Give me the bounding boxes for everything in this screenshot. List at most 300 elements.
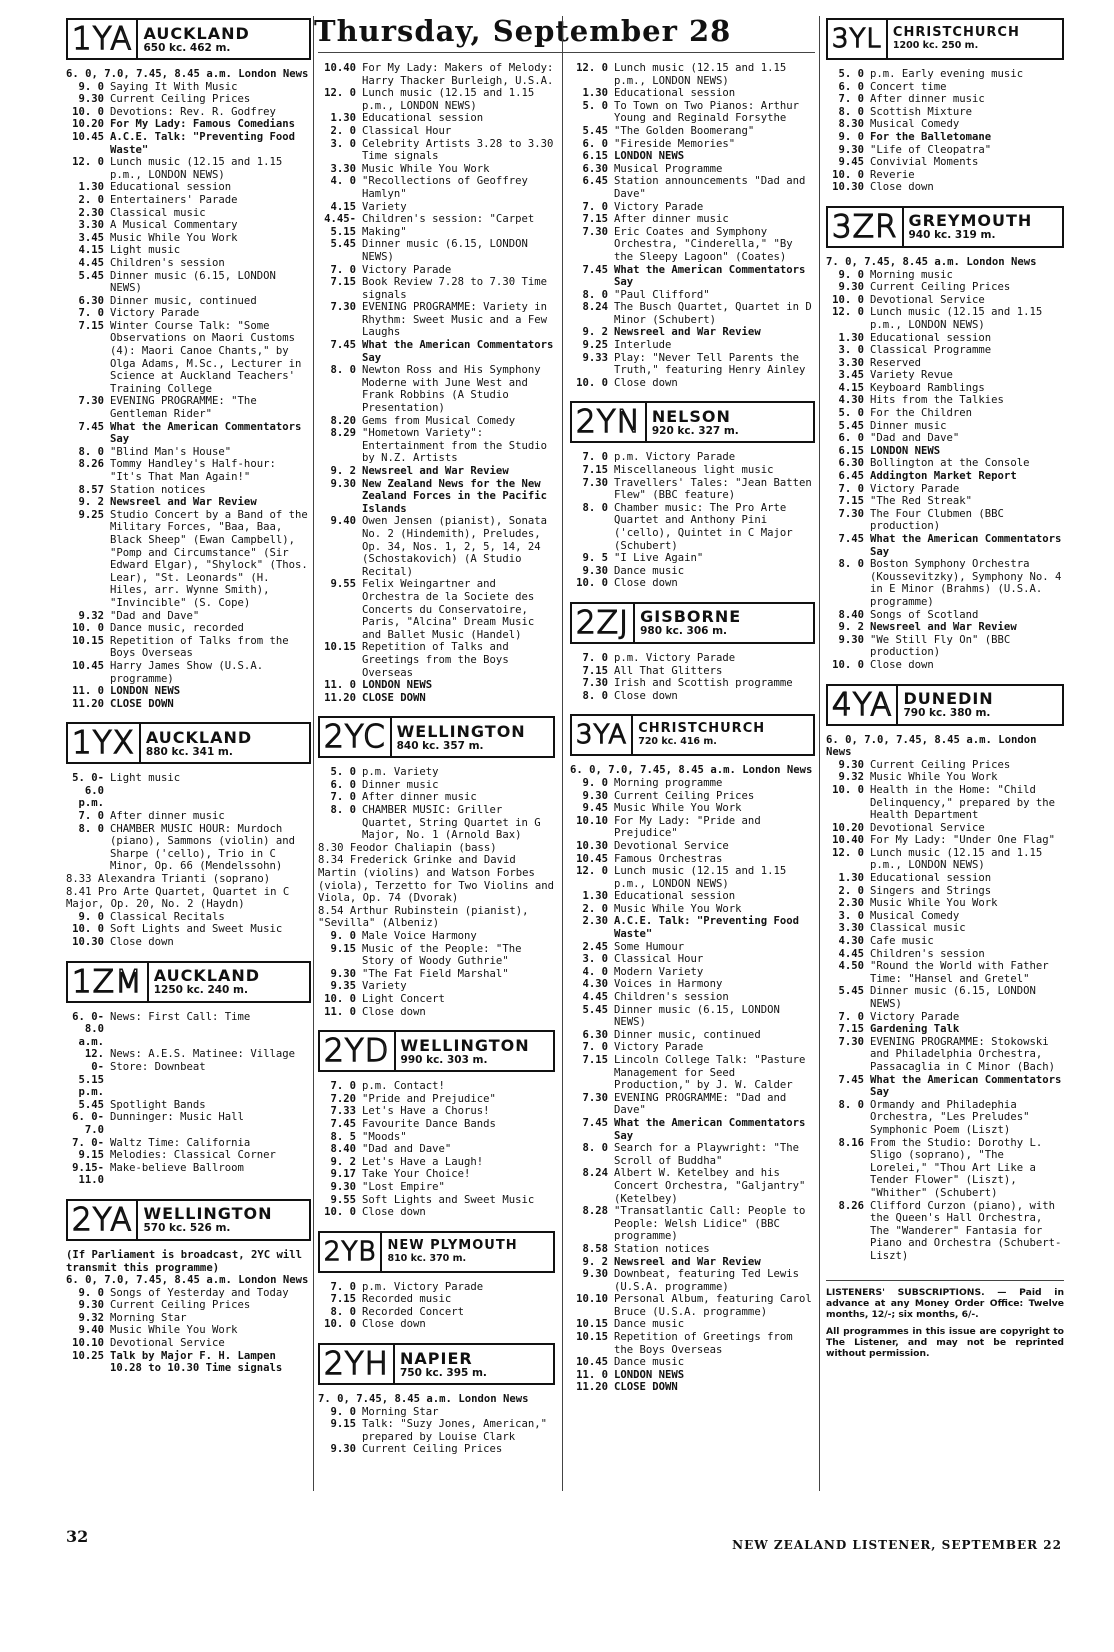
station-section	[826, 18, 1064, 204]
station-call-sign: 4YA	[828, 686, 898, 724]
programme-time: 4.50	[838, 960, 864, 973]
programme-description: p.m. Victory Parade	[614, 451, 736, 464]
programme-time: 8.26	[838, 1199, 864, 1212]
programme-time: 8. 5	[330, 1130, 356, 1143]
programme-description: After dinner music	[362, 791, 477, 804]
programme-entry	[826, 382, 1064, 395]
programme-entry	[318, 478, 555, 516]
station-header	[66, 18, 311, 60]
programme-time: 9. 0	[582, 776, 608, 789]
programme-entry	[66, 93, 311, 106]
programme-entry	[570, 577, 815, 590]
programme-time: 6.30	[582, 162, 608, 175]
programme-description: Morning programme	[614, 776, 723, 789]
programme-description: Songs of Yesterday and Today	[110, 1286, 289, 1299]
programme-entry	[318, 804, 555, 842]
programme-entry	[570, 966, 815, 979]
programme-entry	[570, 150, 815, 163]
station-city: GISBORNE	[640, 607, 742, 627]
programme-time: 10. 0	[832, 293, 864, 306]
programme-description: Current Ceiling Prices	[362, 1443, 503, 1456]
subscription-notice	[826, 1287, 1064, 1359]
programme-entry	[66, 1162, 311, 1187]
programme-entry	[826, 495, 1064, 508]
station-frequency: 880 kc. 341 m.	[145, 745, 233, 758]
programme-description: Classical Hour	[614, 953, 704, 966]
programme-entry	[66, 660, 311, 685]
programme-description: Station announcements "Dad and Dave"	[614, 175, 806, 200]
programme-time: 7.15	[330, 276, 356, 289]
programme-entry	[570, 1004, 815, 1029]
station-city: AUCKLAND	[143, 23, 250, 43]
programme-entry	[66, 772, 311, 810]
programme-description: Lunch music (12.15 and 1.15 p.m., LONDON NEWS)	[110, 156, 283, 181]
programme-time: 9. 2	[78, 496, 104, 509]
programme-entry	[66, 622, 311, 635]
programme-time: 7. 0	[838, 482, 864, 495]
programme-time: 10. 0	[324, 1318, 356, 1331]
programme-time: 8.24	[582, 1167, 608, 1180]
programme-entry	[318, 766, 555, 779]
programme-description: Current Ceiling Prices	[870, 281, 1011, 294]
programme-entry	[570, 125, 815, 138]
programme-entry	[570, 991, 815, 1004]
programme-entry	[318, 993, 555, 1006]
programme-entry	[66, 295, 311, 308]
programme-entry	[826, 847, 1064, 872]
programme-entry	[66, 610, 311, 623]
programme-entry	[318, 943, 555, 968]
programme-time: 11.20	[324, 691, 356, 704]
programme-time: 7. 0	[582, 451, 608, 464]
station-header	[66, 961, 311, 1003]
station-info	[888, 20, 1062, 58]
station-call-sign: 1YA	[68, 20, 138, 58]
programme-time: 7. 0	[582, 651, 608, 664]
programme-time: 1.30	[838, 331, 864, 344]
programme-time: 8.20	[330, 414, 356, 427]
programme-description: Boston Symphony Orchestra (Koussevitzky), Symphony No. 4 in E Minor (Brahms) (U.S.A. programme)	[870, 558, 1062, 608]
programme-time: 7. 0	[330, 1280, 356, 1293]
programme-entry	[826, 118, 1064, 131]
programme-entry	[826, 156, 1064, 169]
station-header	[66, 1199, 311, 1241]
programme-description: Close down	[362, 1206, 426, 1219]
programme-entry	[318, 1318, 555, 1331]
programme-time: 10. 0	[576, 376, 608, 389]
programme-time: 9.30	[330, 1443, 356, 1456]
programme-entry	[570, 201, 815, 214]
programme-entry	[318, 201, 555, 214]
programme-time: 9.30	[838, 281, 864, 294]
programme-time: 9.30	[838, 633, 864, 646]
programme-time: 7.30	[838, 507, 864, 520]
station-section	[66, 1199, 311, 1385]
programme-time: 7.15	[582, 1054, 608, 1066]
station-info	[898, 686, 1062, 724]
programme-entry	[826, 1200, 1064, 1263]
programme-entry	[318, 968, 555, 981]
station-frequency: 750 kc. 395 m.	[399, 1366, 487, 1379]
title-divider	[318, 52, 815, 53]
programme-description: Winter Course Talk: "Some Observations on Maori Customs (4): Maori Canoe Chants," by Olga Adams, M.Sc., Lecturer in Science at Auckland Teachers' Training College	[110, 319, 302, 395]
programme-time: 7.15	[582, 213, 608, 226]
programme-description: Dinner music, continued	[110, 294, 257, 307]
programme-description: Victory Parade	[362, 263, 452, 276]
programme-description: Morning Star	[110, 1311, 187, 1324]
programme-entry	[66, 307, 311, 320]
station-frequency: 1200 kc. 250 m.	[892, 40, 979, 51]
programme-time: 7.33	[330, 1105, 356, 1118]
programme-entry	[826, 106, 1064, 119]
programme-entry	[826, 407, 1064, 420]
programme-entry	[66, 698, 311, 711]
station-header	[318, 716, 555, 758]
programme-description: Victory Parade	[870, 482, 960, 495]
programme-entry	[826, 759, 1064, 772]
programme-description: Newsreel and War Review	[614, 1255, 761, 1268]
programme-description: Educational session	[362, 112, 484, 125]
programme-time: 12. 0	[324, 87, 356, 100]
programme-time: 5.45	[582, 124, 608, 137]
programme-entry	[66, 244, 311, 257]
programme-entry	[570, 777, 815, 790]
station-header	[318, 1030, 555, 1072]
programme-time: 6. 0	[838, 432, 864, 445]
programme-time: 7.15	[78, 319, 104, 332]
station-info	[633, 716, 813, 754]
programme-entry	[826, 784, 1064, 822]
programme-description: Irish and Scottish programme	[614, 677, 793, 690]
programme-description: Let's Have a Chorus!	[362, 1105, 490, 1118]
programme-entry	[570, 1381, 815, 1394]
programme-entry	[318, 1281, 555, 1294]
programme-description: Search for a Playwright: "The Scroll of Buddha"	[614, 1142, 799, 1167]
programme-description: "Dad and Dave"	[870, 432, 960, 445]
programme-entry	[66, 911, 311, 924]
programme-time: 3.45	[838, 369, 864, 382]
programme-entry	[318, 1293, 555, 1306]
programme-entry	[570, 301, 815, 326]
programme-description: Dinner music (6.15, LONDON NEWS)	[110, 269, 276, 295]
programme-time: 10. 0	[324, 1206, 356, 1219]
programme-description: Keyboard Ramblings	[870, 381, 985, 394]
programme-entry	[318, 1206, 555, 1219]
programme-description: Classical Recitals	[110, 910, 225, 923]
programme-entry	[318, 1306, 555, 1319]
programme-time: 3. 0	[582, 953, 608, 966]
programme-entry	[318, 905, 555, 930]
programme-description: Repetition of Talks from the Boys Overseas	[110, 634, 289, 660]
programme-entry	[66, 270, 311, 295]
programme-time: 7. 0	[78, 307, 104, 320]
programme-time: 11. 0	[576, 1368, 608, 1381]
programme-time: 9.17	[330, 1168, 356, 1181]
programme-description: Dance music, recorded	[110, 622, 244, 635]
programme-time: 9. 0	[78, 910, 104, 923]
programme-time: 9.30	[330, 1180, 356, 1193]
programme-time: 2. 0	[330, 124, 356, 137]
programme-time: 9.32	[78, 609, 104, 622]
programme-time: 9.30	[330, 967, 356, 980]
programme-entry	[318, 1080, 555, 1093]
programme-time: 8. 0	[330, 1305, 356, 1318]
programme-time: 7.30	[330, 301, 356, 314]
programme-description: EVENING PROGRAMME: "Dad and Dave"	[614, 1091, 787, 1117]
station-info	[904, 208, 1063, 246]
programme-time: 7.45	[330, 1117, 356, 1130]
programme-description: 8.41 Pro Arte Quartet, Quartet in C Major, Op. 20, No. 2 (Haydn)	[66, 885, 290, 911]
programme-time: 9.15	[330, 1418, 356, 1431]
programme-description: EVENING PROGRAMME: Stokowski and Philadelphia Orchestra, Passacaglia in C Minor (Bach)	[870, 1035, 1055, 1073]
programme-time: 8.28	[582, 1205, 608, 1218]
programme-description: "Lost Empire"	[362, 1180, 445, 1193]
programme-time: 9. 0	[78, 80, 104, 93]
programme-description: Dance music	[614, 1318, 685, 1331]
programme-time: 5. 0	[582, 99, 608, 112]
programme-entry	[66, 823, 311, 873]
programme-description: A.C.E. Talk: "Preventing Food Waste"	[614, 915, 799, 941]
station-call-sign: 3YA	[572, 716, 633, 754]
programme-entry	[826, 634, 1064, 659]
programme-entry	[318, 138, 555, 163]
programme-time: 4.45-5.15	[324, 213, 356, 238]
programme-description: Victory Parade	[614, 200, 704, 213]
programme-description: LONDON NEWS	[614, 150, 685, 163]
station-call-sign: 2YB	[320, 1233, 382, 1271]
programme-time: 10.20	[72, 118, 104, 131]
programme-time: 8.40	[330, 1143, 356, 1156]
programme-time: 11.20	[576, 1381, 608, 1394]
programme-entry	[826, 533, 1064, 558]
programme-description: Music While You Work	[362, 162, 490, 175]
programme-time: 9.32	[838, 771, 864, 784]
programme-time: 7.45	[78, 420, 104, 433]
programme-time: 5. 0	[838, 407, 864, 420]
programme-time: 9.30	[838, 143, 864, 156]
programme-description: CHAMBER MUSIC HOUR: Murdoch (piano), Sammons (violin) and Sharpe ('cello), Trio in C Minor, Op. 66 (Mendelssohn)	[110, 822, 295, 873]
programme-time: 7.45	[838, 533, 864, 545]
programme-time: 7. 0	[838, 1010, 864, 1023]
programme-time: 3. 0	[838, 909, 864, 922]
programme-time: 9.40	[78, 1324, 104, 1337]
programme-description: Gems from Musical Comedy	[362, 414, 516, 427]
programme-entry	[570, 652, 815, 665]
programme-description: From the Studio: Dorothy L. Sligo (soprano), "The Lorelei," "Thou Art Like a Tender Flower" (Liszt), "Whither" (Schubert)	[870, 1136, 1043, 1199]
programme-time: 7. 0	[330, 791, 356, 804]
programme-time: 9.55	[330, 1193, 356, 1206]
programme-time: 6.30	[78, 294, 104, 307]
programme-entry	[826, 897, 1064, 910]
programme-time: 9.30	[330, 477, 356, 490]
programme-entry	[66, 886, 311, 911]
programme-description: Male Voice Harmony	[362, 930, 477, 942]
programme-description: "Fireside Memories"	[614, 137, 736, 150]
station-section	[570, 401, 815, 600]
programme-time: 10.10	[576, 1293, 608, 1306]
programme-description: Devotions: Rev. R. Godfrey	[110, 105, 276, 118]
programme-description: Travellers' Tales: "Jean Batten Flew" (BBC feature)	[614, 476, 812, 502]
programme-entry	[570, 352, 815, 377]
programme-time: 10.20	[832, 821, 864, 834]
programme-description: (If Parliament is broadcast, 2YC will transmit this programme)	[66, 1248, 302, 1274]
programme-description: Lunch music (12.15 and 1.15 p.m., LONDON NEWS)	[870, 306, 1043, 331]
programme-description: 6. 0, 7.0, 7.45, 8.45 a.m. London News	[826, 733, 1037, 759]
programme-description: p.m. Victory Parade	[362, 1280, 484, 1293]
programme-description: Music While You Work	[614, 902, 742, 915]
programme-entry	[318, 1194, 555, 1207]
programme-time: 10.15	[324, 641, 356, 654]
station-section	[570, 602, 815, 712]
programme-description: For the Balletomane	[870, 130, 992, 143]
programme-entry	[570, 552, 815, 565]
programme-entry	[570, 502, 815, 552]
programme-description: Bollington at the Console	[870, 457, 1030, 470]
station-frequency: 1250 kc. 240 m.	[153, 984, 248, 997]
station-header	[66, 722, 311, 764]
programme-description: Musical Comedy	[870, 909, 960, 922]
programme-time: 8. 0	[838, 105, 864, 118]
programme-entry	[318, 578, 555, 641]
programme-entry	[318, 1093, 555, 1106]
programme-time: 10. 0	[576, 577, 608, 590]
programme-time: 9.32	[78, 1311, 104, 1324]
programme-time: 10.30	[576, 839, 608, 852]
programme-description: 7. 0, 7.45, 8.45 a.m. London News	[318, 1393, 529, 1406]
programme-entry	[826, 1099, 1064, 1137]
programme-description: Chamber music: The Pro Arte Quartet and Anthony Pini ('cello), Quintet in C Major (Schubert)	[614, 501, 793, 552]
magazine-footer: NEW ZEALAND LISTENER, SEPTEMBER 22	[732, 1538, 1062, 1552]
programme-time: 6. 0	[330, 778, 356, 791]
programme-entry	[826, 306, 1064, 331]
programme-time: 6.30	[838, 457, 864, 470]
column-2	[318, 62, 555, 1466]
programme-description: Concert time	[870, 80, 947, 93]
programme-description: Book Review 7.28 to 7.30 Time signals	[362, 276, 547, 301]
programme-description: p.m. Contact!	[362, 1080, 445, 1093]
programme-time: 6.15	[838, 444, 864, 457]
station-info	[149, 963, 309, 1001]
station-city: DUNEDIN	[903, 689, 994, 709]
programme-description: "I Live Again"	[614, 552, 704, 565]
programme-entry	[66, 1274, 311, 1287]
programme-entry	[66, 1111, 311, 1136]
programme-time: 10.15	[72, 634, 104, 647]
station-call-sign: 1ZM	[68, 963, 149, 1001]
programme-description: Devotional Service	[870, 821, 985, 834]
programme-description: Victory Parade	[110, 307, 200, 320]
programme-description: Devotional Service	[110, 1337, 225, 1350]
programme-description: All That Glitters	[614, 664, 723, 677]
programme-description: Waltz Time: California Melodies: Classical Corner	[110, 1136, 276, 1162]
programme-description: Musical Comedy	[870, 118, 960, 131]
programme-entry	[570, 464, 815, 477]
programme-entry	[318, 854, 555, 904]
programme-entry	[66, 1350, 311, 1375]
programme-description: Talk by Major F. H. Lampen 10.28 to 10.30 Time signals	[110, 1349, 283, 1375]
programme-entry	[66, 194, 311, 207]
programme-description: 8.54 Arthur Rubinstein (pianist), "Sevilla" (Albeniz)	[318, 904, 529, 930]
programme-time: 8. 0	[582, 689, 608, 702]
programme-time: 10.15	[576, 1331, 608, 1344]
station-call-sign: 2YN	[572, 403, 647, 441]
station-city: NELSON	[651, 406, 731, 426]
programme-description: Classical music	[870, 922, 966, 935]
programme-description: Light Concert	[362, 992, 445, 1005]
programme-description: Favourite Dance Bands	[362, 1117, 496, 1130]
programme-entry	[66, 257, 311, 270]
station-header	[826, 18, 1064, 60]
programme-time: 9. 2	[838, 621, 864, 634]
programme-entry	[570, 941, 815, 954]
programme-description: A.C.E. Talk: "Preventing Food Waste"	[110, 130, 295, 156]
programme-description: Educational session	[870, 872, 992, 885]
programme-time: 7.15	[582, 464, 608, 477]
programme-entry	[318, 692, 555, 705]
programme-description: "Dad and Dave"	[110, 609, 200, 622]
programme-time: 9.25	[78, 508, 104, 521]
programme-description: p.m. Variety	[362, 766, 439, 779]
programme-time: 6.45	[838, 470, 864, 483]
programme-entry	[318, 301, 555, 339]
programme-entry	[66, 320, 311, 396]
programme-entry	[570, 289, 815, 302]
programme-time: 2. 0	[838, 884, 864, 897]
programme-entry	[826, 93, 1064, 106]
programme-entry	[570, 690, 815, 703]
programme-description: Lunch music (12.15 and 1.15 p.m., LONDON NEWS)	[614, 62, 787, 87]
programme-time: 10. 0	[72, 923, 104, 936]
programme-description: Eric Coates and Symphony Orchestra, "Cinderella," "By the Sleepy Lagoon" (Coates)	[614, 225, 793, 263]
programme-description: Owen Jensen (pianist), Sonata No. 2 (Hindemith), Preludes, Op. 34, Nos. 1, 2, 5, 14, 24 (Schostakovich) (A Studio Recital)	[362, 515, 547, 578]
programme-entry	[66, 1048, 311, 1098]
programme-entry	[826, 445, 1064, 458]
station-info	[647, 403, 813, 441]
programme-entry	[570, 1369, 815, 1382]
column-4	[826, 16, 1064, 1365]
programme-description: Entertainers' Parade	[110, 193, 238, 206]
programme-time: 3.30	[78, 219, 104, 232]
programme-entry	[318, 1143, 555, 1156]
programme-time: 9. 2	[582, 326, 608, 339]
programme-entry	[826, 269, 1064, 282]
programme-time: 4. 0	[582, 965, 608, 978]
programme-entry	[570, 1092, 815, 1117]
programme-time: 2.30	[582, 915, 608, 928]
programme-entry	[826, 420, 1064, 433]
station-frequency: 840 kc. 357 m.	[396, 739, 484, 752]
programme-entry	[826, 935, 1064, 948]
programme-entry	[318, 264, 555, 277]
station-header	[318, 1231, 555, 1273]
programme-time: 4.30	[838, 394, 864, 407]
programme-time: 7. 0	[330, 1080, 356, 1093]
programme-entry	[826, 922, 1064, 935]
programme-time: 8. 0	[838, 1098, 864, 1111]
programme-description: 8.34 Frederick Grinke and David Martin (violins) and Watson Forbes (viola), Terzetto for Two Violins and Viola, Op. 74 (Dvorak)	[318, 854, 554, 905]
programme-entry	[826, 68, 1064, 81]
programme-description: News: First Call: Time	[110, 1010, 251, 1023]
station-info	[392, 718, 553, 756]
programme-entry	[570, 163, 815, 176]
programme-entry	[570, 87, 815, 100]
programme-description: What the American Commentators Say	[614, 1116, 806, 1142]
programme-description: Let's Have a Laugh!	[362, 1155, 484, 1168]
programme-description: Classical Hour	[362, 124, 452, 137]
programme-entry	[318, 980, 555, 993]
programme-description: CLOSE DOWN	[614, 1381, 678, 1394]
programme-entry	[66, 810, 311, 823]
